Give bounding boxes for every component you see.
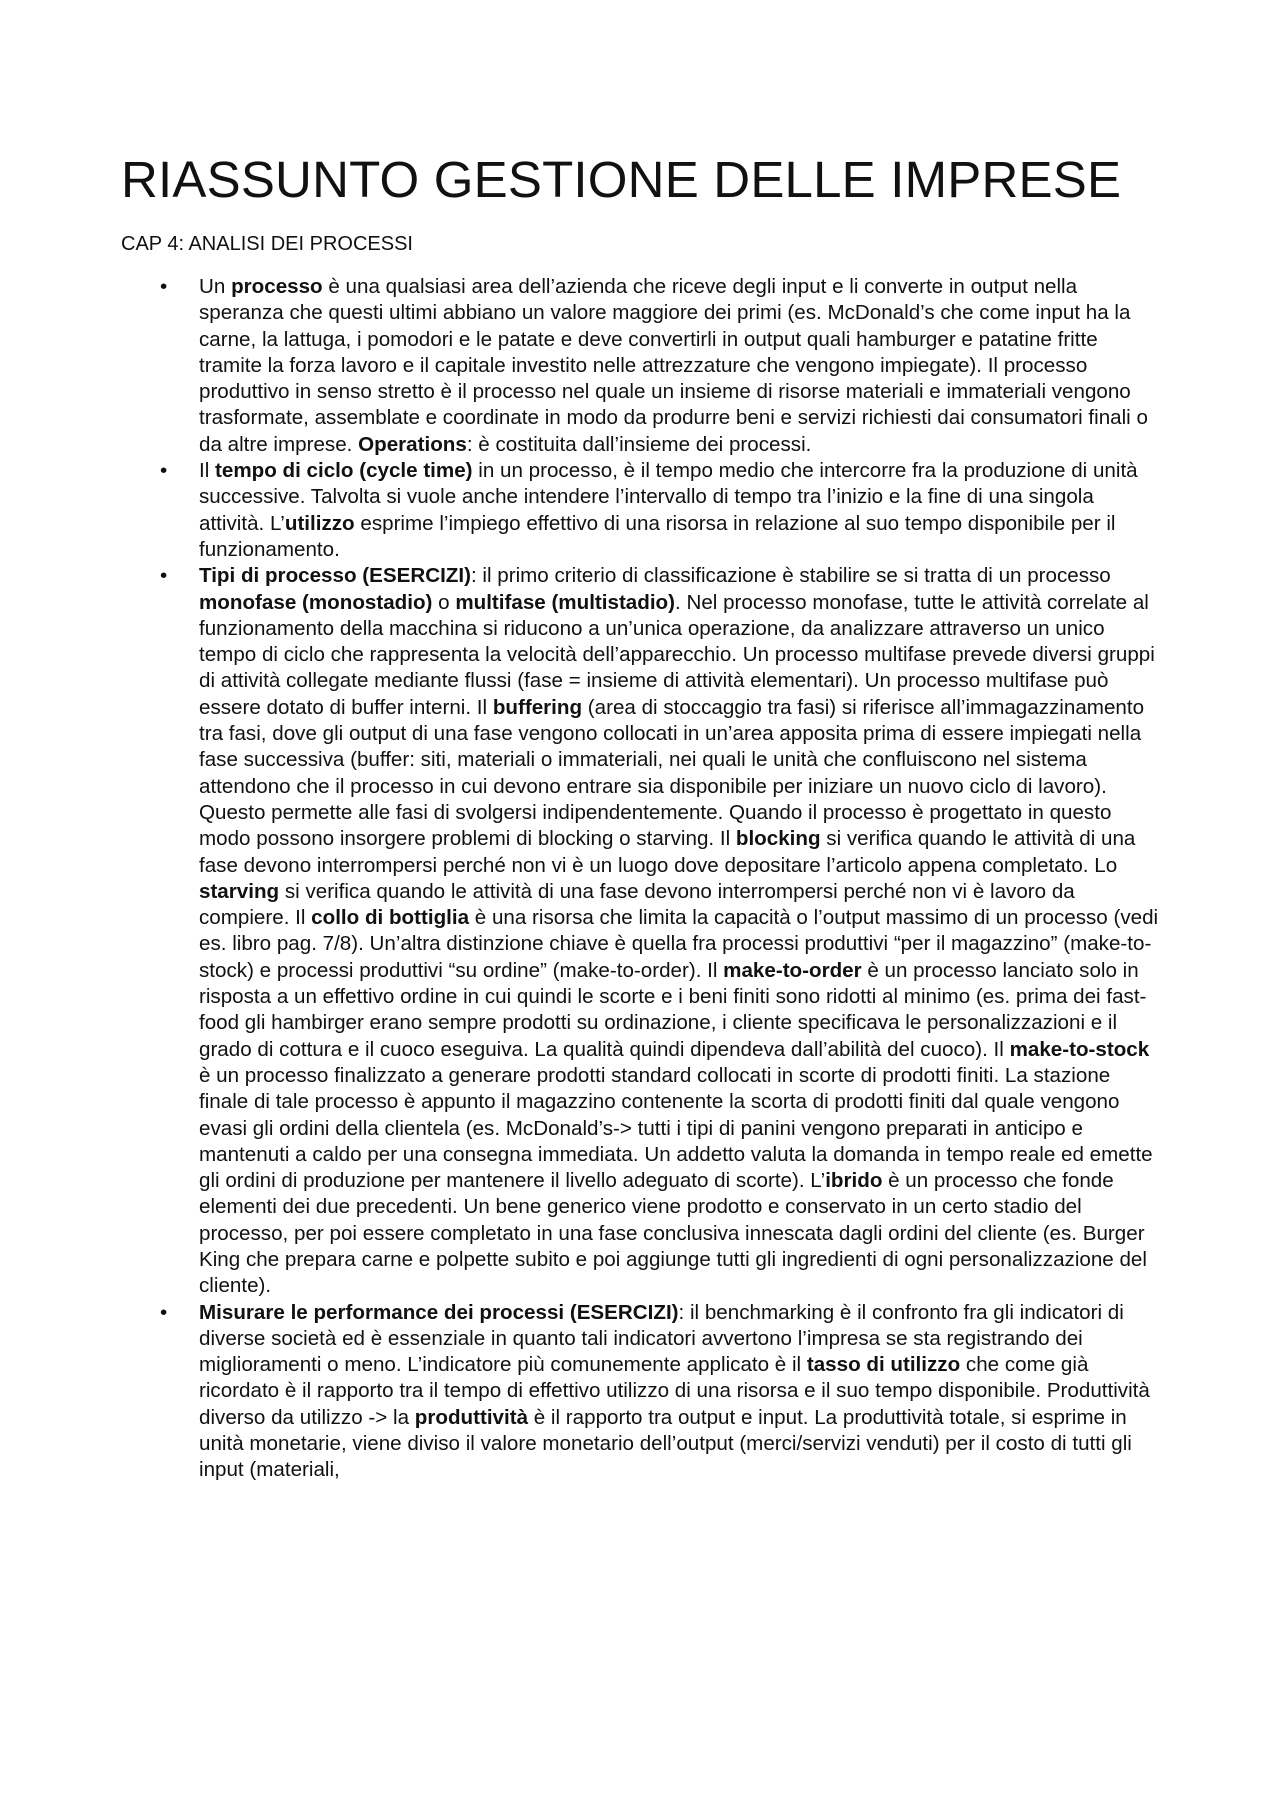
- bold-term: buffering: [492, 695, 583, 719]
- bold-term: make-to-order: [723, 958, 862, 982]
- bold-term: multifase (multistadio): [455, 590, 675, 614]
- chapter-heading: CAP 4: ANALISI DEI PROCESSI: [121, 233, 413, 255]
- bold-term: processo: [231, 275, 323, 298]
- bullet-item-tempo-di-ciclo: [0, 458, 1161, 563]
- bullet-marker: •: [160, 564, 168, 588]
- bold-term: make-to-stock: [1009, 1037, 1150, 1061]
- bold-term: Operations: [358, 432, 467, 456]
- text-run: che come già ricordato è il rapporto tra il tempo di effettivo utilizzo di una risorsa e il suo tempo disponibile. Produttività diverso da utilizzo -> la: [199, 1353, 1150, 1429]
- document-title: RIASSUNTO GESTIONE DELLE IMPRESE: [121, 151, 1122, 208]
- bullet-marker: •: [160, 459, 168, 483]
- text-run: . Nel processo monofase, tutte le attività correlate al funzionamento della macchina si riducono a un’unica operazione, da analizzare attraverso un unico tempo di ciclo che rappresenta la velocità dell’apparecchio. Un processo multifase prevede diversi gruppi di attività collegate mediante flussi (fase = insieme di attività elementari). Un processo multifase può essere dotato di buffer interni. Il: [199, 590, 1155, 719]
- bullet-item-misurare-performance: [0, 1300, 1161, 1484]
- bold-term: tasso di utilizzo: [806, 1353, 961, 1377]
- text-run: si verifica quando le attività di una fase devono interrompersi perché non vi è lavoro da compiere. Il: [199, 879, 1075, 930]
- bold-term: monofase (monostadio): [199, 590, 433, 614]
- bold-term: blocking: [735, 827, 821, 851]
- text-run: : è costituita dall’insieme dei processi.: [466, 432, 812, 456]
- text-run: è una risorsa che limita la capacità o l’output massimo di un processo (vedi es. libro pag. 7/8). Un’altra distinzione chiave è quella fra processi produttivi “per il magazzino” (make-to-stock) e processi produttivi “su ordine” (make-to-order). Il: [199, 906, 1159, 982]
- text-run: si verifica quando le attività di una fase devono interrompersi perché non vi è un luogo dove depositare l’articolo appena completato. Lo: [199, 827, 1136, 877]
- bold-term: utilizzo: [284, 511, 355, 535]
- bold-term: ibrido: [825, 1169, 883, 1193]
- text-run: è una qualsiasi area dell’azienda che riceve degli input e li converte in output nella speranza che questi ultimi abbiano un valore maggiore dei primi (es. McDonald’s che come input ha la carne, la lattuga, i pomodori e le patate e deve convertirli in output quali hamburger e patatine fritte tramite la forza lavoro e il capitale investito nelle attrezzature che vengono impiegate). Il processo produttivo in senso stretto è il processo nel quale un insieme di risorse materiali e immateriali vengono trasformate, assemblate e coordinate in modo da produrre beni e servizi richiesti dai consumatori finali o da altre imprese.: [199, 275, 1148, 456]
- bullet-item-processo: [0, 274, 1161, 458]
- text-run: è un processo lanciato solo in risposta a un effettivo ordine in cui quindi le scorte e i beni finiti sono ridotti al minimo (es. prima dei fast-food gli hambirger erano sempre prodotti su ordinazione, i cliente specificava le personalizzazioni e il grado di cottura e il cuoco eseguiva. La qualità quindi dipendeva dall’abilità del cuoco). Il: [199, 958, 1147, 1061]
- text-run: è un processo finalizzato a generare prodotti standard collocati in scorte di prodotti finiti. La stazione finale di tale processo è appunto il magazzino contenente la scorta di prodotti finiti dal quale vengono evasi gli ordini della clientela (es. McDonald’s-> tutti i tipi di panini vengono preparati in anticipo e mantenuti a caldo per una consegna immediata. Un addetto valuta la domanda in tempo reale ed emette gli ordini di produzione per mantenere il livello adeguato di scorte). L’: [199, 1063, 1153, 1193]
- bullet-list: [0, 274, 1280, 1484]
- text-run: Il: [199, 459, 216, 483]
- text-run: (area di stoccaggio tra fasi) si riferisce all’immagazzinamento tra fasi, dove gli output di una fase vengono collocati in un’area apposita prima di essere impiegati nella fase successiva (buffer: siti, materiali o immateriali, nei quali le unità che confluiscono nel sistema attendono che il processo in cui devono entrare sia disponibile per iniziare un nuovo ciclo di lavoro). Questo permette alle fasi di svolgersi indipendentemente. Quando il processo è progettato in questo modo possono insorgere problemi di blocking o starving. Il: [199, 695, 1145, 851]
- text-run: è un processo che fonde elementi dei due precedenti. Un bene generico viene prodotto e conservato in un certo stadio del processo, per poi essere completato in una fase conclusiva innescata dagli ordini del cliente (es. Burger King che prepara carne e polpette subito e poi aggiunge tutti gli ingredienti di ogni personalizzazione del cliente).: [199, 1169, 1147, 1298]
- text-run: esprime l’impiego effettivo di una risorsa in relazione al suo tempo disponibile per il funzionamento.: [199, 511, 1116, 561]
- bullet-marker: •: [160, 275, 168, 298]
- text-run: o: [432, 590, 456, 614]
- bullet-item-tipi-di-processo: [0, 563, 1161, 1299]
- bold-term: starving: [199, 879, 280, 903]
- text-run: Un: [199, 275, 232, 298]
- text-run: : il primo criterio di classificazione è stabilire se si tratta di un processo: [470, 564, 1111, 588]
- text-run: : il benchmarking è il confronto fra gli indicatori di diverse società ed è essenziale in quanto tali indicatori avvertono l’impresa se sta registrando dei miglioramenti o meno. L’indicatore più comunemente applicato è il: [199, 1300, 1124, 1377]
- bold-term: collo di bottiglia: [311, 906, 470, 930]
- text-run: è il rapporto tra output e input. La produttività totale, si esprime in unità monetarie, viene diviso il valore monetario dell’output (merci/servizi venduti) per il costo di tutti gli input (materiali,: [199, 1405, 1132, 1482]
- bullet-marker: •: [160, 1300, 168, 1324]
- text-run: in un processo, è il tempo medio che intercorre fra la produzione di unità successive. Talvolta si vuole anche intendere l’intervallo di tempo tra l’inizio e la fine di una singola attività. L’: [199, 459, 1138, 535]
- bold-term: Misurare le performance dei processi (ESERCIZI): [199, 1300, 679, 1324]
- bold-term: Tipi di processo (ESERCIZI): [199, 564, 471, 588]
- bold-term: tempo di ciclo (cycle time): [215, 459, 473, 483]
- bold-term: produttività: [414, 1405, 529, 1429]
